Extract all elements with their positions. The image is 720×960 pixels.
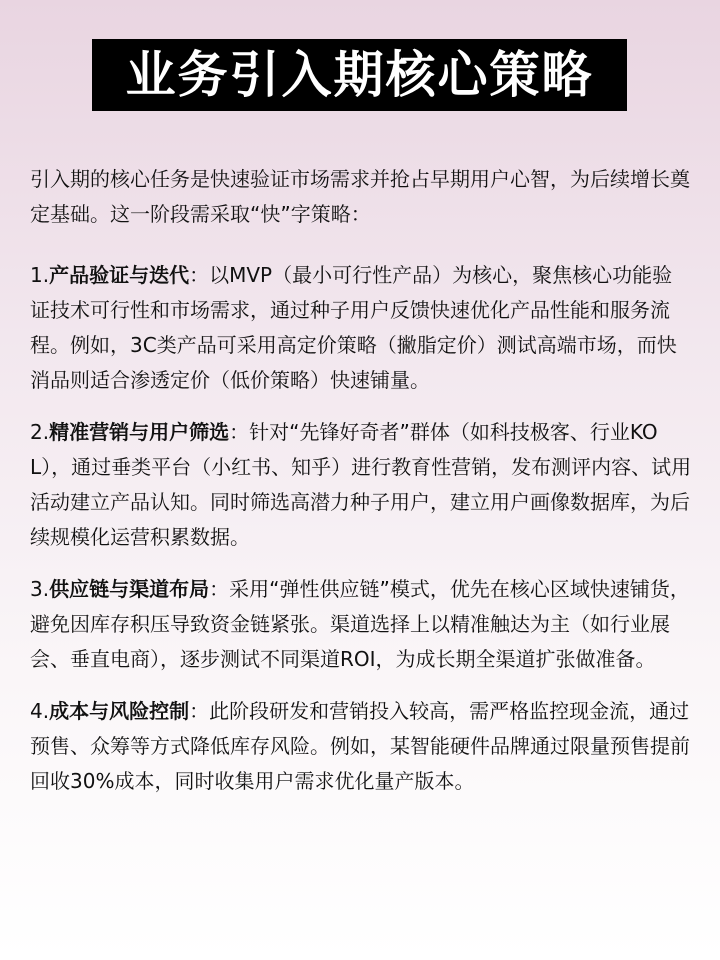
strategy-item-1 [30, 258, 692, 398]
item-heading: 产品验证与迭代 [49, 263, 190, 287]
item-body: ：此阶段研发和营销投入较高，需严格监控现金流，通过预售、众筹等方式降低库存风险。例如，某智能硬件品牌通过限量预售提前回收30%成本，同时收集用户需求优化量产版本。 [30, 699, 690, 793]
item-number: 4. [30, 699, 50, 723]
strategy-item-3 [30, 572, 692, 677]
item-body: ：采用“弹性供应链”模式，优先在核心区域快速铺货，避免因库存积压导致资金链紧张。渠道选择上以精准触达为主（如行业展会、垂直电商），逐步测试不同渠道ROI，为成长期全渠道扩张做准备。 [30, 577, 690, 671]
item-number: 2. [30, 420, 50, 444]
intro-paragraph: 引入期的核心任务是快速验证市场需求并抢占早期用户心智，为后续增长奠定基础。这一阶段需采取“快”字策略： [30, 167, 690, 226]
item-number: 1. [30, 263, 50, 287]
page-title: 业务引入期核心策略 [125, 46, 594, 104]
item-heading: 供应链与渠道布局 [49, 577, 210, 601]
article-body [30, 162, 692, 816]
item-heading: 精准营销与用户筛选 [49, 420, 230, 444]
item-number: 3. [30, 577, 50, 601]
item-heading: 成本与风险控制 [49, 699, 190, 723]
strategy-item-2 [30, 415, 692, 555]
item-body: ：针对“先锋好奇者”群体（如科技极客、行业KOL），通过垂类平台（小红书、知乎）进行教育性营销，发布测评内容、试用活动建立产品认知。同时筛选高潜力种子用户，建立用户画像数据库，为后续规模化运营积累数据。 [30, 420, 692, 549]
strategy-item-4 [30, 694, 692, 799]
item-body: ：以MVP（最小可行性产品）为核心，聚焦核心功能验证技术可行性和市场需求，通过种子用户反馈快速优化产品性能和服务流程。例如，3C类产品可采用高定价策略（撇脂定价）测试高端市场，而快消品则适合渗透定价（低价策略）快速铺量。 [30, 263, 677, 392]
title-banner [92, 39, 627, 111]
